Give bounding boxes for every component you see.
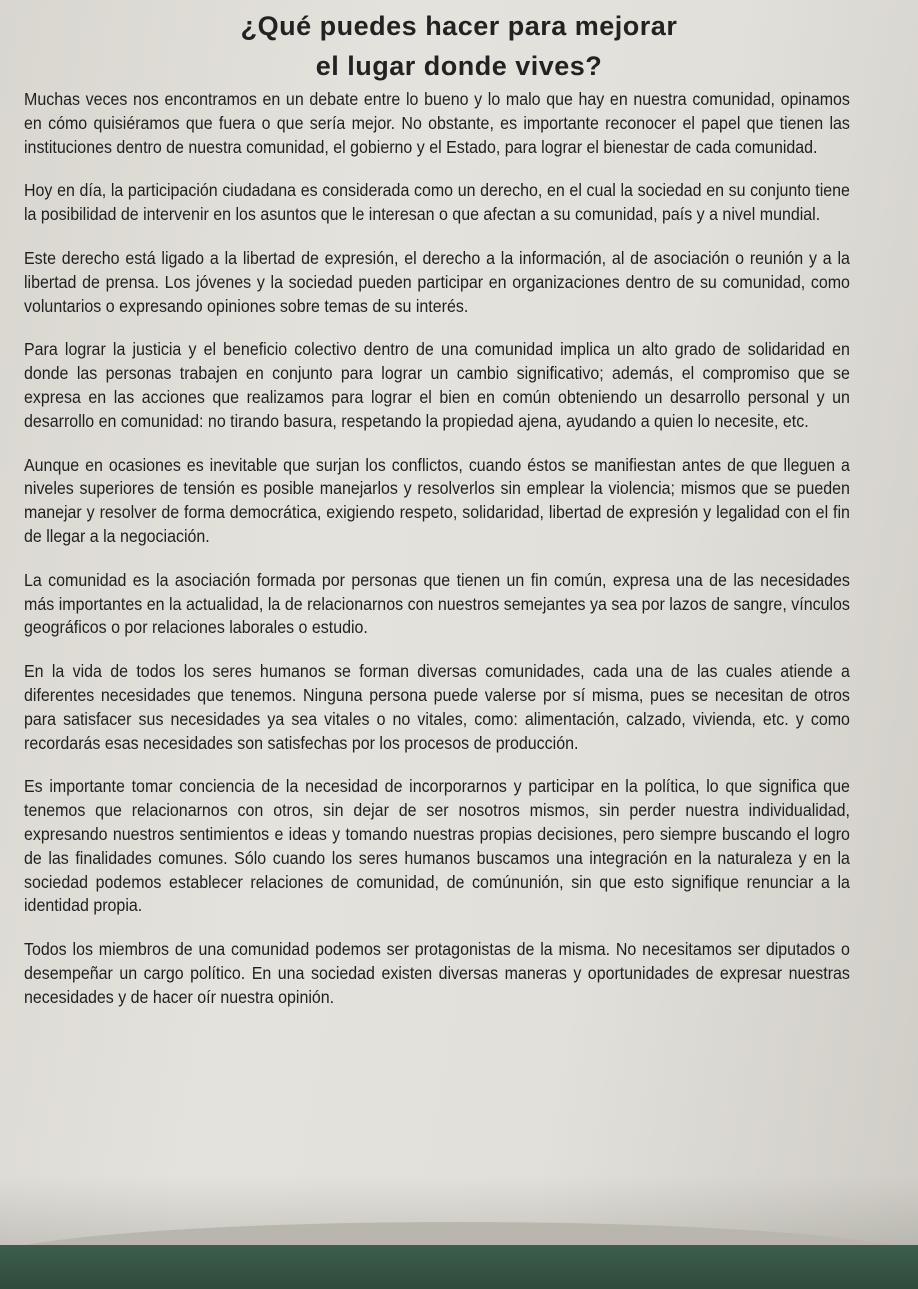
paragraph-9: Todos los miembros de una comunidad podemos ser protagonistas de la misma. No necesitamos ser diputados o desempeñar un cargo político. En una sociedad existen diversas maneras y oportunidades de expresar nuestras necesidades y de hacer oír nuestra opinión. — [24, 939, 850, 1007]
paragraph-2: Hoy en día, la participación ciudadana es considerada como un derecho, en el cual la sociedad en su conjunto tiene la posibilidad de intervenir en los asuntos que le interesan o que afectan a su comunidad, país y a nivel mundial. — [24, 180, 850, 225]
title-line-1: ¿Qué puedes hacer para mejorar — [240, 11, 678, 41]
page-title — [0, 6, 918, 86]
paragraph-6: La comunidad es la asociación formada por personas que tienen un fin común, expresa una de las necesidades más importantes en la actualidad, la de relacionarnos con nuestros semejantes ya sea por lazos de sangre, vínculos geográficos o por relaciones laborales o estudio. — [24, 569, 850, 638]
paragraph-7: En la vida de todos los seres humanos se forman diversas comunidades, cada una de las cuales atiende a diferentes necesidades que tenemos. Ninguna persona puede valerse por sí misma, pues se necesitan de otros para satisfacer sus necesidades ya sea vitales o no vitales, como: alimentación, calzado, vivienda, etc. y como recordarás esas necesidades son satisfechas por los procesos de producción. — [24, 661, 850, 753]
green-cover-band — [0, 1245, 918, 1289]
body-text — [24, 88, 854, 1030]
title-line-2: el lugar donde vives? — [315, 51, 603, 81]
paragraph-1: Muchas veces nos encontramos en un debate entre lo bueno y lo malo que hay en nuestra comunidad, opinamos en cómo quisiéramos que fuera o que sería mejor. No obstante, es importante reconocer el papel que tienen las instituciones dentro de nuestra comunidad, el gobierno y el Estado, para lograr el bienestar de cada comunidad. — [24, 89, 850, 157]
paragraph-3: Este derecho está ligado a la libertad de expresión, el derecho a la información, al de asociación o reunión y a la libertad de prensa. Los jóvenes y la sociedad pueden participar en organizaciones dentro de su comunidad, como voluntarios o expresando opiniones sobre temas de su interés. — [24, 247, 850, 316]
paragraph-4: Para lograr la justicia y el beneficio colectivo dentro de una comunidad implica un alto grado de solidaridad en donde las personas trabajen en conjunto para lograr un cambio significativo; además, el compromiso que se expresa en las acciones que realizamos para lograr el bien en común obteniendo un desarrollo personal y un desarrollo en comunidad: no tirando basura, respetando la propiedad ajena, ayudando a quien lo necesite, etc. — [24, 339, 850, 431]
paragraph-8: Es importante tomar conciencia de la necesidad de incorporarnos y participar en la política, lo que significa que tenemos que relacionarnos con otros, sin dejar de ser nosotros mismos, sin perder nuestra individualidad, expresando nuestros sentimientos e ideas y tomando nuestras propias decisiones, pero siempre buscando el logro de las finalidades comunes. Sólo cuando los seres humanos buscamos una integración en la naturaleza y en la sociedad podemos establecer relaciones de comunidad, de comúnunión, sin que esto signifique renunciar a la identidad propia. — [24, 776, 850, 916]
paragraph-5: Aunque en ocasiones es inevitable que surjan los conflictos, cuando éstos se manifiestan antes de que lleguen a niveles superiores de tensión es posible manejarlos y resolverlos sin emplear la violencia; mismos que se pueden manejar y resolver de forma democrática, exigiendo respeto, solidaridad, libertad de expresión y legalidad con el fin de llegar a la negociación. — [24, 454, 850, 546]
